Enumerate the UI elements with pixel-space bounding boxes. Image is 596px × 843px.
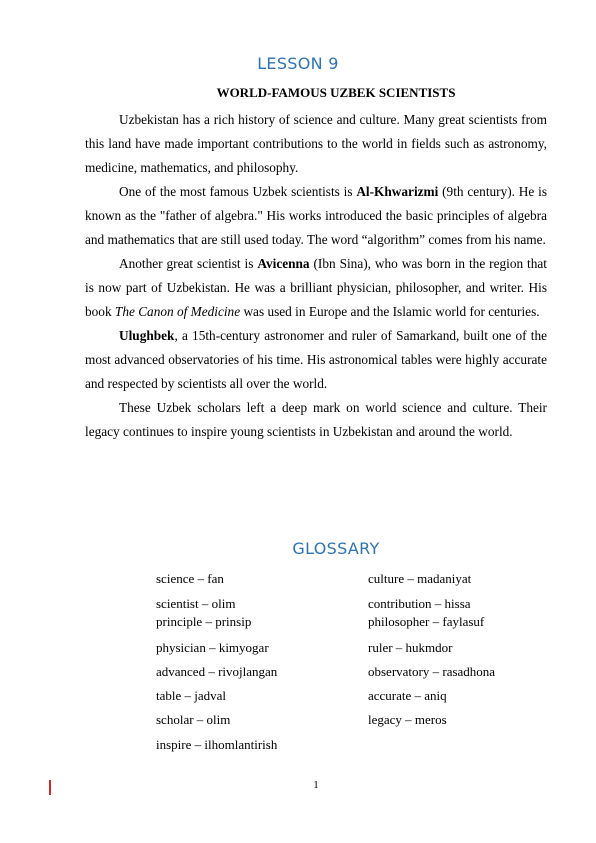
glossary-title: GLOSSARY [292, 539, 380, 558]
glossary-term: culture – madaniyat [368, 571, 472, 586]
text-run: was used in Europe and the Islamic world for centuries. [240, 304, 540, 319]
glossary-term: ruler – hukmdor [368, 640, 453, 655]
paragraph-legacy: These Uzbek scholars left a deep mark on world science and culture. Their legacy continues to inspire young scientists in Uzbekistan and around the world. [85, 400, 547, 439]
glossary-term: physician – kimyogar [156, 640, 269, 655]
book-title: The Canon of Medicine [114, 304, 241, 319]
glossary-term: principle – prinsip [156, 614, 252, 629]
name-ulughbek: Ulughbek [119, 328, 175, 343]
glossary-term: advanced – rivojlangan [156, 664, 278, 679]
name-avicenna: Avicenna [257, 256, 310, 271]
paragraph-intro: Uzbekistan has a rich history of science and culture. Many great scientists from this land have made important contributions to the world in fields such as astronomy, medicine, mathematics, and philosophy. [85, 112, 547, 175]
paragraph-al-khwarizmi [85, 180, 547, 252]
lesson-title: LESSON 9 [257, 54, 339, 73]
name-al-khwarizmi: Al-Khwarizmi [356, 184, 439, 199]
glossary-term: accurate – aniq [368, 688, 447, 703]
paragraph-avicenna [85, 252, 547, 324]
glossary-term: scientist – olim [156, 596, 236, 611]
lesson-subtitle: WORLD-FAMOUS UZBEK SCIENTISTS [216, 85, 456, 100]
glossary-term: contribution – hissa [368, 596, 471, 611]
glossary-term: observatory – rasadhona [368, 664, 496, 679]
glossary-term: legacy – meros [368, 712, 447, 727]
glossary-term: table – jadval [156, 688, 227, 703]
text-run: (Ibn Sina), who was born in the region that is now part of Uzbekistan. He was a brilliant physician, philosopher, and writer. His book [85, 256, 547, 319]
glossary-term: philosopher – faylasuf [368, 614, 485, 629]
paragraph-ulughbek [85, 324, 547, 396]
text-run: (9th century). He is known as the "father of algebra." His works introduced the basic principles of algebra and mathematics that are still used today. The word “algorithm” comes from his name. [85, 184, 547, 247]
glossary-term: inspire – ilhomlantirish [156, 737, 278, 752]
glossary-term: science – fan [156, 571, 224, 586]
glossary-term: scholar – olim [156, 712, 231, 727]
text-run: , a 15th-century astronomer and ruler of Samarkand, built one of the most advanced observatories of his time. His astronomical tables were highly accurate and respected by scientists all over the world. [85, 328, 547, 391]
lesson-body [85, 108, 547, 444]
text-run: One of the most famous Uzbek scientists is [119, 184, 357, 199]
text-run: Another great scientist is [119, 256, 258, 271]
page-number: 1 [313, 779, 319, 791]
